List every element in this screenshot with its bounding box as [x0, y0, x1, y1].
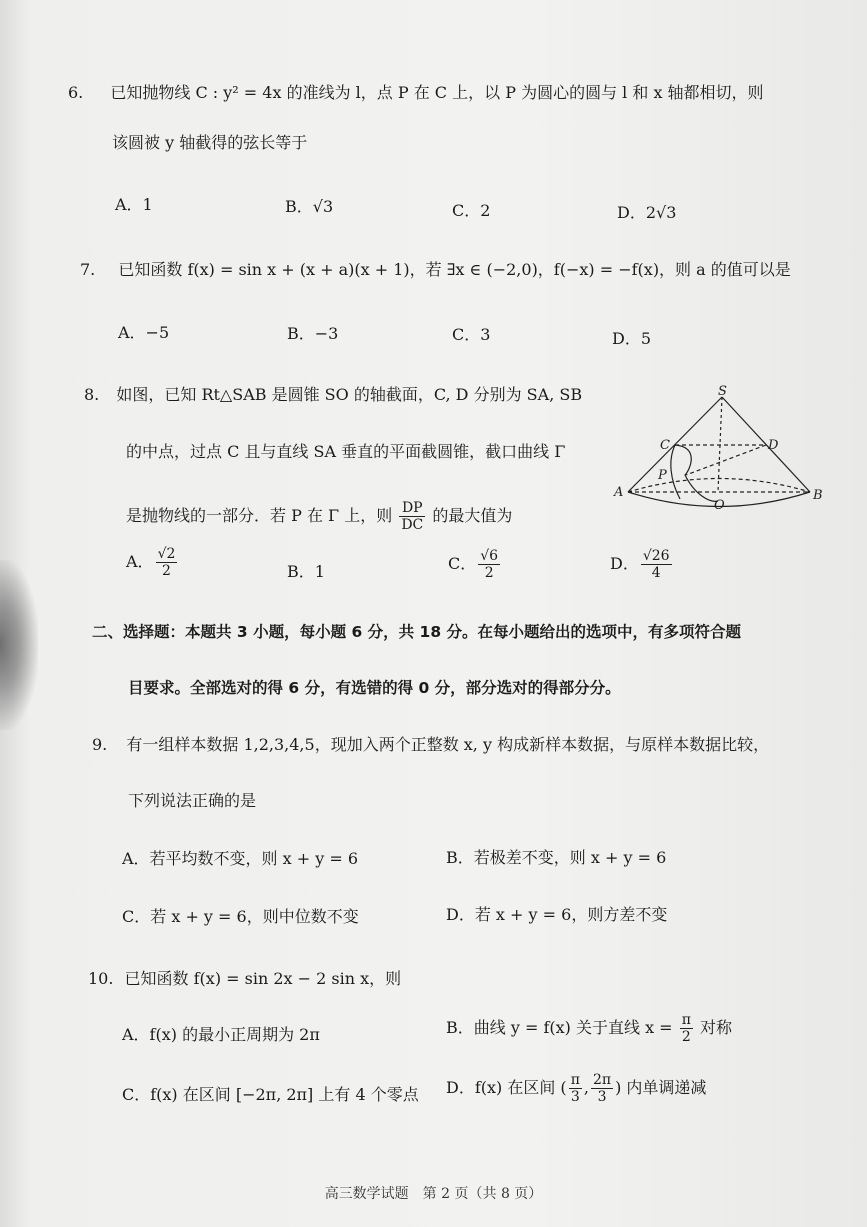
q6-option-a: A．1 — [115, 195, 153, 214]
q10-option-d-denominator2: 3 — [597, 1089, 607, 1105]
cone-base-back — [628, 479, 810, 493]
q7-option-a: A．−5 — [118, 323, 170, 342]
q8-line1 — [84, 384, 582, 406]
q10-option-c: C．f(x) 在区间 [−2π, 2π] 上有 4 个零点 — [122, 1085, 419, 1104]
q8-ratio-denominator: DC — [401, 517, 424, 533]
q10-option-d-fraction1 — [569, 1072, 582, 1105]
q9-option-b: B．若极差不变，则 x + y = 6 — [446, 848, 667, 867]
q6-option-b: B．√3 — [285, 197, 334, 216]
q8-option-d-numerator: √26 — [642, 548, 670, 564]
q10-option-d-numerator1: π — [570, 1072, 580, 1088]
q8-option-b: B．1 — [287, 562, 325, 581]
page-footer: 高三数学试题 第 2 页（共 8 页） — [324, 1186, 543, 1202]
q8-option-a-label: A． — [126, 552, 154, 571]
q10-option-b-denominator: 2 — [681, 1029, 691, 1045]
q6-line1 — [68, 82, 764, 104]
q8-option-d-denominator: 4 — [651, 565, 661, 581]
q8-line3 — [126, 500, 512, 533]
q8-option-a-fraction — [156, 546, 178, 579]
label-s: S — [718, 385, 727, 399]
q10-option-d-pre: D．f(x) 在区间 ( — [446, 1078, 567, 1097]
q9-stem: 有一组样本数据 1,2,3,4,5，现加入两个正整数 x, y 构成新样本数据，与原样本数据比较， — [126, 735, 770, 754]
segment-dp — [686, 445, 766, 475]
label-c: C — [660, 438, 670, 453]
q10-option-d-denominator1: 3 — [570, 1089, 580, 1105]
q10-option-d-numerator2: 2π — [592, 1072, 612, 1088]
q8-option-a-denominator: 2 — [162, 563, 171, 579]
q8-option-d-label: D． — [610, 554, 639, 573]
parabola-curve — [675, 445, 718, 501]
section2-line2: 目要求。全部选对的得 6 分，有选错的得 0 分，部分选对的得部分分。 — [128, 679, 621, 697]
q8-line3-post: 的最大值为 — [432, 506, 513, 525]
q10-option-a: A．f(x) 的最小正周期为 2π — [122, 1025, 320, 1044]
q8-line2: 的中点，过点 C 且与直线 SA 垂直的平面截圆锥，截口曲线 Γ — [126, 442, 566, 461]
q10-number: 10. — [88, 969, 114, 988]
q10-line1 — [88, 968, 401, 990]
q8-option-c — [448, 548, 502, 581]
cone-edge-sb — [722, 397, 810, 492]
q9-option-a: A．若平均数不变，则 x + y = 6 — [122, 849, 359, 868]
section2-line1: 二、选择题：本题共 3 小题，每小题 6 分，共 18 分。在每小题给出的选项中，有多项符合题 — [92, 623, 742, 641]
q10-option-b-numerator: π — [681, 1012, 691, 1028]
q7-option-b: B．−3 — [287, 324, 339, 343]
q8-option-a — [126, 546, 179, 579]
q7-option-d: D．5 — [612, 329, 652, 348]
q8-number: 8. — [84, 385, 100, 404]
q8-option-d-fraction — [641, 548, 672, 581]
q8-ratio-numerator: DP — [399, 500, 425, 517]
q10-option-d-fraction2 — [591, 1072, 613, 1105]
q10-option-b-pre: B．曲线 y = f(x) 关于直线 x = — [446, 1018, 673, 1037]
q7-line1 — [80, 259, 791, 281]
q9-line1 — [92, 734, 769, 756]
q9-line2: 下列说法正确的是 — [128, 791, 257, 810]
q8-stem: 如图，已知 Rt△SAB 是圆锥 SO 的轴截面，C, D 分别为 SA, SB — [116, 385, 583, 404]
q7-option-c: C．3 — [452, 325, 491, 344]
q10-stem: 已知函数 f(x) = sin 2x − 2 sin x，则 — [124, 969, 402, 988]
q10-option-d-post: ) 内单调递减 — [615, 1078, 707, 1097]
q8-option-d — [610, 548, 674, 581]
scan-shadow — [0, 560, 38, 730]
q7-stem: 已知函数 f(x) = sin x + (x + a)(x + 1)，若 ∃x ∈ (−2,0)，f(−x) = −f(x)，则 a 的值可以是 — [118, 260, 791, 279]
q6-number: 6. — [68, 83, 84, 102]
label-d: D — [768, 438, 779, 453]
q6-line2: 该圆被 y 轴截得的弦长等于 — [112, 133, 308, 152]
q10-option-d: D．f(x) 在区间 ( $\frac{\pi}{3}$ , $\frac{2\pi}{3}$ ) 内单调递减 — [446, 1072, 707, 1105]
label-o: O — [714, 498, 725, 513]
cone-figure — [610, 385, 830, 515]
q6-option-c: C．2 — [452, 201, 491, 220]
q6-stem: 已知抛物线 C : y² = 4x 的准线为 l，点 P 在 C 上，以 P 为圆心的圆与 l 和 x 轴都相切，则 — [110, 83, 764, 102]
q8-option-c-label: C． — [448, 554, 477, 573]
q8-option-a-numerator: √2 — [157, 546, 176, 562]
label-b: B — [813, 488, 823, 503]
q9-option-d: D．若 x + y = 6，则方差不变 — [446, 905, 668, 924]
q10-option-b — [446, 1012, 732, 1045]
label-a: A — [614, 485, 624, 500]
q6-option-d: D．2√3 — [617, 203, 677, 222]
q8-ratio-fraction — [399, 500, 425, 533]
q7-number: 7. — [80, 260, 96, 279]
label-p: P — [658, 468, 667, 483]
q8-option-c-fraction — [478, 548, 500, 581]
q8-option-c-numerator: √6 — [480, 548, 499, 564]
section-edge — [671, 445, 680, 499]
q9-number: 9. — [92, 735, 108, 754]
q9-option-c: C．若 x + y = 6，则中位数不变 — [122, 907, 359, 926]
q8-line3-pre: 是抛物线的一部分．若 P 在 Γ 上，则 — [126, 506, 393, 525]
q10-option-b-post: 对称 — [699, 1018, 732, 1037]
q8-option-c-denominator: 2 — [484, 565, 494, 581]
q10-option-b-fraction — [680, 1012, 693, 1045]
